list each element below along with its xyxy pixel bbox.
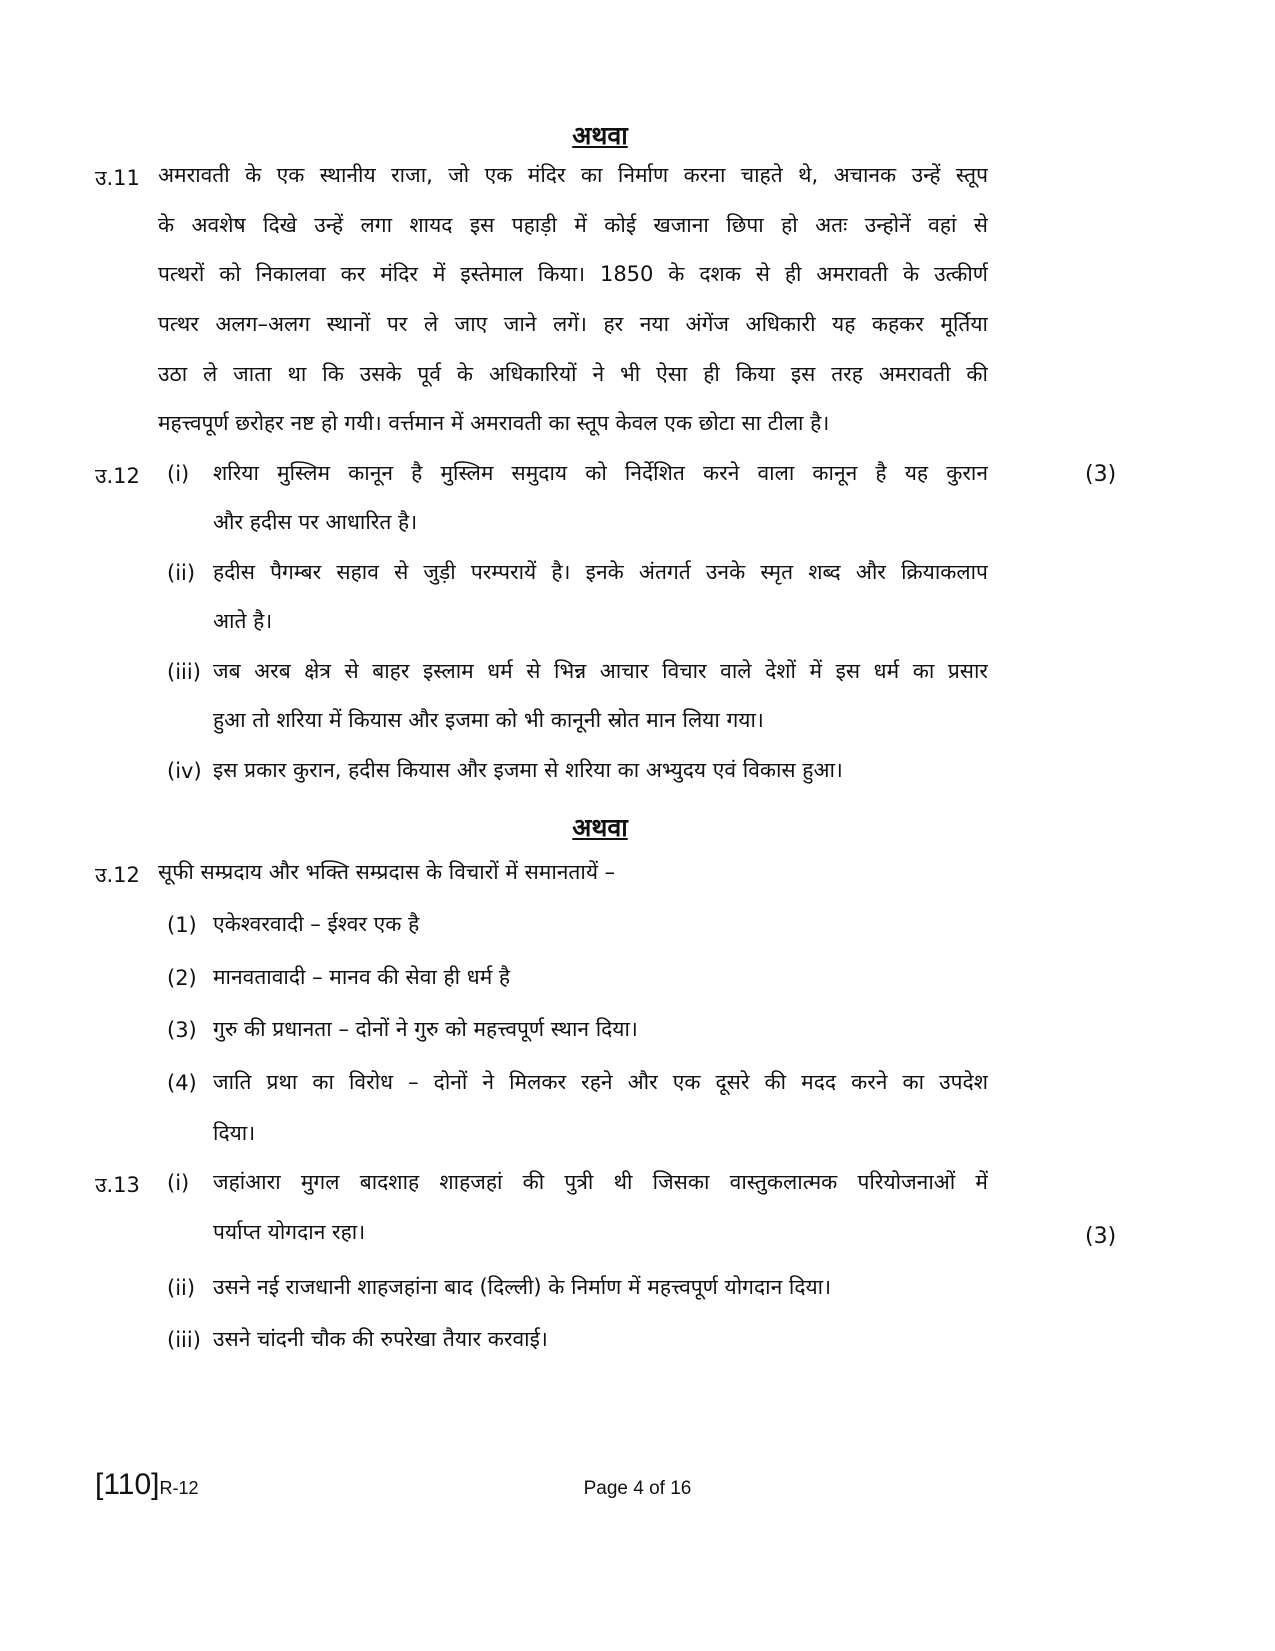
q13-item-3-label: (iii) xyxy=(167,1328,201,1352)
q12b-item-4-line-2: दिया। xyxy=(213,1121,256,1145)
q13-item-1-line-2: पर्याप्त योगदान रहा। xyxy=(213,1220,366,1244)
heading-athva-2: अथवा xyxy=(572,813,628,842)
q12a-item-2-line-2: आते है। xyxy=(213,609,273,633)
q12b-item-2-label: (2) xyxy=(167,966,197,990)
paper-subcode: R-12 xyxy=(159,1478,199,1498)
question-number-12b: उ.12 xyxy=(95,863,140,887)
marks-q12a: (3) xyxy=(1085,462,1117,487)
q13-item-2-label: (ii) xyxy=(167,1276,196,1300)
q13-item-3-line-1: उसने चांदनी चौक की रुपरेखा तैयार करवाई। xyxy=(213,1327,548,1351)
page-number: Page 4 of 16 xyxy=(583,1478,692,1499)
q12a-item-1-line-2: और हदीस पर आधारित है। xyxy=(213,510,418,534)
q11-line-6: महत्त्वपूर्ण छरोहर नष्ट हो गयी। वर्त्तमान में अमरावती का स्तूप केवल एक छोटा सा टीला है। xyxy=(158,411,830,435)
q13-item-1-line-1: जहांआरा मुगल बादशाह शाहजहां की पुत्री थी जिसका वास्तुकलात्मक परियोजनाओं में xyxy=(213,1170,988,1194)
marks-q13: (3) xyxy=(1085,1224,1117,1249)
q12b-item-3-line-1: गुरु की प्रधानता – दोनों ने गुरु को महत्त्वपूर्ण स्थान दिया। xyxy=(213,1017,638,1041)
q12a-item-3-line-1: जब अरब क्षेत्र से बाहर इस्लाम धर्म से भिन्न आचार विचार वाले देशों में इस धर्म का प्रसार xyxy=(213,659,988,683)
q12a-item-2-label: (ii) xyxy=(167,561,196,585)
q11-line-2: के अवशेष दिखे उन्हें लगा शायद इस पहाड़ी में कोई खजाना छिपा हो अतः उन्होनें वहां से xyxy=(158,213,988,237)
q12a-item-3-line-2: हुआ तो शरिया में कियास और इजमा को भी कानूनी स्रोत मान लिया गया। xyxy=(213,708,764,732)
q12b-item-1-line-1: एकेश्वरवादी – ईश्वर एक है xyxy=(213,912,420,936)
heading-athva-1: अथवा xyxy=(572,121,628,150)
question-number-11: उ.11 xyxy=(95,166,140,190)
q11-line-5: उठा ले जाता था कि उसके पूर्व के अधिकारियों ने भी ऐसा ही किया इस तरह अमरावती की xyxy=(158,362,988,386)
paper-code-number: [110] xyxy=(95,1468,160,1501)
q12b-item-4-line-1: जाति प्रथा का विरोध – दोनों ने मिलकर रहने और एक दूसरे की मदद करने का उपदेश xyxy=(213,1070,988,1094)
q12b-intro: सूफी सम्प्रदाय और भक्ति सम्प्रदास के विचारों में समानतायें – xyxy=(158,860,616,884)
question-number-12a: उ.12 xyxy=(95,464,140,488)
q12a-item-4-label: (iv) xyxy=(167,759,202,783)
q13-item-2-line-1: उसने नई राजधानी शाहजहांना बाद (दिल्ली) के निर्माण में महत्त्वपूर्ण योगदान दिया। xyxy=(213,1275,832,1299)
q12a-item-2-line-1: हदीस पैगम्बर सहाव से जुड़ी परम्परायें है। इनके अंतगर्त उनके स्मृत शब्द और क्रियाकलाप xyxy=(213,560,988,584)
q13-item-1-label: (i) xyxy=(167,1171,190,1195)
q11-line-4: पत्थर अलग–अलग स्थानों पर ले जाए जाने लगें। हर नया अंगेंज अधिकारी यह कहकर मूर्तिया xyxy=(158,312,988,336)
q11-line-1: अमरावती के एक स्थानीय राजा, जो एक मंदिर का निर्माण करना चाहते थे, अचानक उन्हें स्तूप xyxy=(158,163,988,187)
q12a-item-4-line-1: इस प्रकार कुरान, हदीस कियास और इजमा से शरिया का अभ्युदय एवं विकास हुआ। xyxy=(213,758,843,782)
q12b-item-4-label: (4) xyxy=(167,1071,197,1095)
q12b-item-1-label: (1) xyxy=(167,913,197,937)
q12b-item-3-label: (3) xyxy=(167,1018,197,1042)
q12a-item-1-label: (i) xyxy=(167,462,190,486)
q12b-item-2-line-1: मानवतावादी – मानव की सेवा ही धर्म है xyxy=(213,965,511,989)
question-number-13: उ.13 xyxy=(95,1173,140,1197)
q12a-item-1-line-1: शरिया मुस्लिम कानून है मुस्लिम समुदाय को निर्देशित करने वाला कानून है यह कुरान xyxy=(213,461,988,485)
q12a-item-3-label: (iii) xyxy=(167,660,201,684)
q11-line-3: पत्थरों को निकालवा कर मंदिर में इस्तेमाल किया। 1850 के दशक से ही अमरावती के उत्कीर्ण xyxy=(158,262,988,286)
